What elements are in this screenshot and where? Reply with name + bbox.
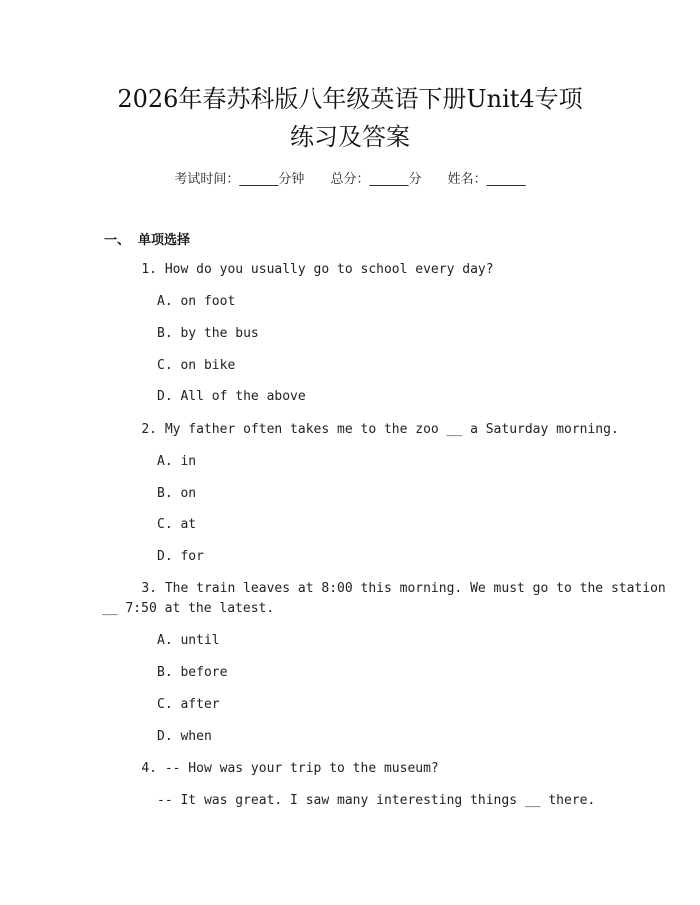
section-number: 一、 xyxy=(104,233,131,248)
question-text: My father often takes me to the zoo __ a Saturday morning. xyxy=(164,422,619,437)
question-number: 2. xyxy=(141,422,157,437)
question-text: The train leaves at 8:00 this morning. We must go to the station xyxy=(164,581,666,596)
title-line-2: 练习及答案 xyxy=(290,123,410,151)
question-2-option-b: B. on xyxy=(157,486,197,501)
question-2-option-d: D. for xyxy=(157,549,204,564)
exam-name: 姓名：______ xyxy=(447,172,526,187)
question-1-option-b: B. by the bus xyxy=(157,326,259,341)
question-3-option-b: B. before xyxy=(157,665,228,680)
title-line-1: 2026年春苏科版八年级英语下册Unit4专项 xyxy=(117,85,583,113)
question-1-option-a: A. on foot xyxy=(157,294,236,309)
question-1-option-d: D. All of the above xyxy=(157,389,306,404)
question-2-option-a: A. in xyxy=(157,454,197,469)
question-number: 3. xyxy=(141,581,157,596)
question-number: 1. xyxy=(141,262,157,277)
exam-meta xyxy=(0,168,700,187)
question-text: -- How was your trip to the museum? xyxy=(164,761,439,776)
question-1-option-c: C. on bike xyxy=(157,358,236,373)
exam-time: 考试时间：______分钟 xyxy=(174,172,305,187)
question-3-option-a: A. until xyxy=(157,633,220,648)
document-title xyxy=(60,80,640,156)
question-number: 4. xyxy=(141,761,157,776)
question-3-option-d: D. when xyxy=(157,729,212,744)
question-4-line-2: -- It was great. I saw many interesting things __ there. xyxy=(157,793,596,808)
question-1 xyxy=(129,262,494,277)
question-3-continuation: __ 7:50 at the latest. xyxy=(102,601,275,616)
question-3-option-c: C. after xyxy=(157,697,220,712)
question-3 xyxy=(129,581,666,596)
question-text: How do you usually go to school every day? xyxy=(164,262,494,277)
question-2 xyxy=(129,422,619,437)
question-4 xyxy=(129,761,439,776)
section-title: 单项选择 xyxy=(138,233,191,248)
exam-total-score: 总分：______分 xyxy=(330,172,422,187)
question-2-option-c: C. at xyxy=(157,517,197,532)
section-heading xyxy=(104,229,190,248)
